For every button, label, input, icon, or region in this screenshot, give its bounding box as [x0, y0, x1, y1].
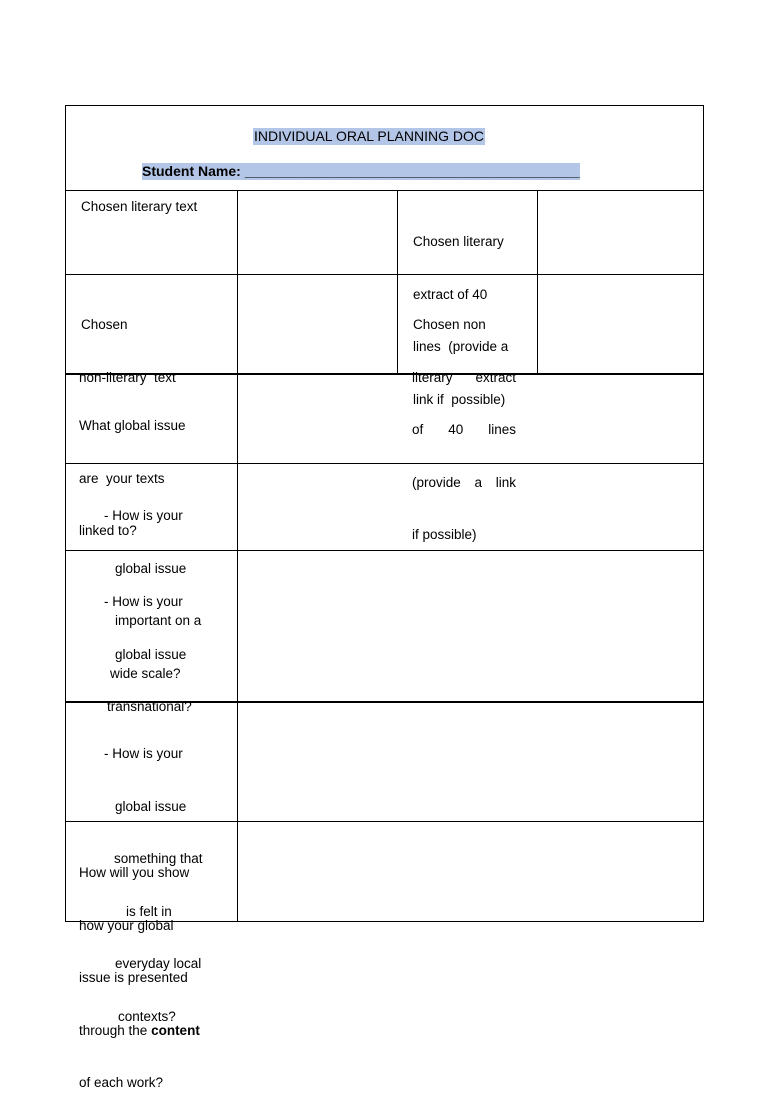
nonliterary-extract-input[interactable]	[538, 275, 703, 373]
student-name-label: Student Name:	[142, 163, 245, 179]
nonliterary-extract-label: Chosen non literary extract of 40 lines (provide a link if possible)	[412, 317, 516, 542]
global-issue-label: What global issue are your texts linked to?	[79, 418, 186, 538]
local-contexts-label: - How is your global issue something that is felt in everyday local contexts?	[104, 746, 203, 1024]
student-name-blank: ___________________________________________	[244, 163, 580, 179]
wide-scale-label: - How is your global issue important on a wide scale?	[104, 508, 202, 681]
nonliterary-text-input[interactable]	[238, 275, 397, 373]
literary-extract-input[interactable]	[538, 191, 703, 274]
transnational-label: - How is your global issue transnational?	[104, 594, 192, 714]
literary-extract-label: Chosen literary extract of 40 lines (provide a link if possible)	[413, 234, 509, 407]
nonliterary-text-label: Chosen non-literary text	[79, 317, 176, 385]
document-title: INDIVIDUAL ORAL PLANNING DOC	[254, 128, 485, 144]
table-divider	[397, 190, 398, 374]
local-contexts-input[interactable]	[238, 703, 703, 821]
literary-text-input[interactable]	[238, 191, 397, 274]
content-input[interactable]	[238, 822, 703, 921]
content-label: How will you show how your global issue is presented through the content of each work?	[79, 865, 200, 1090]
wide-scale-input[interactable]	[238, 464, 703, 550]
global-issue-input[interactable]	[238, 375, 703, 463]
transnational-input[interactable]	[238, 551, 703, 701]
literary-text-label: Chosen literary text	[81, 199, 198, 214]
